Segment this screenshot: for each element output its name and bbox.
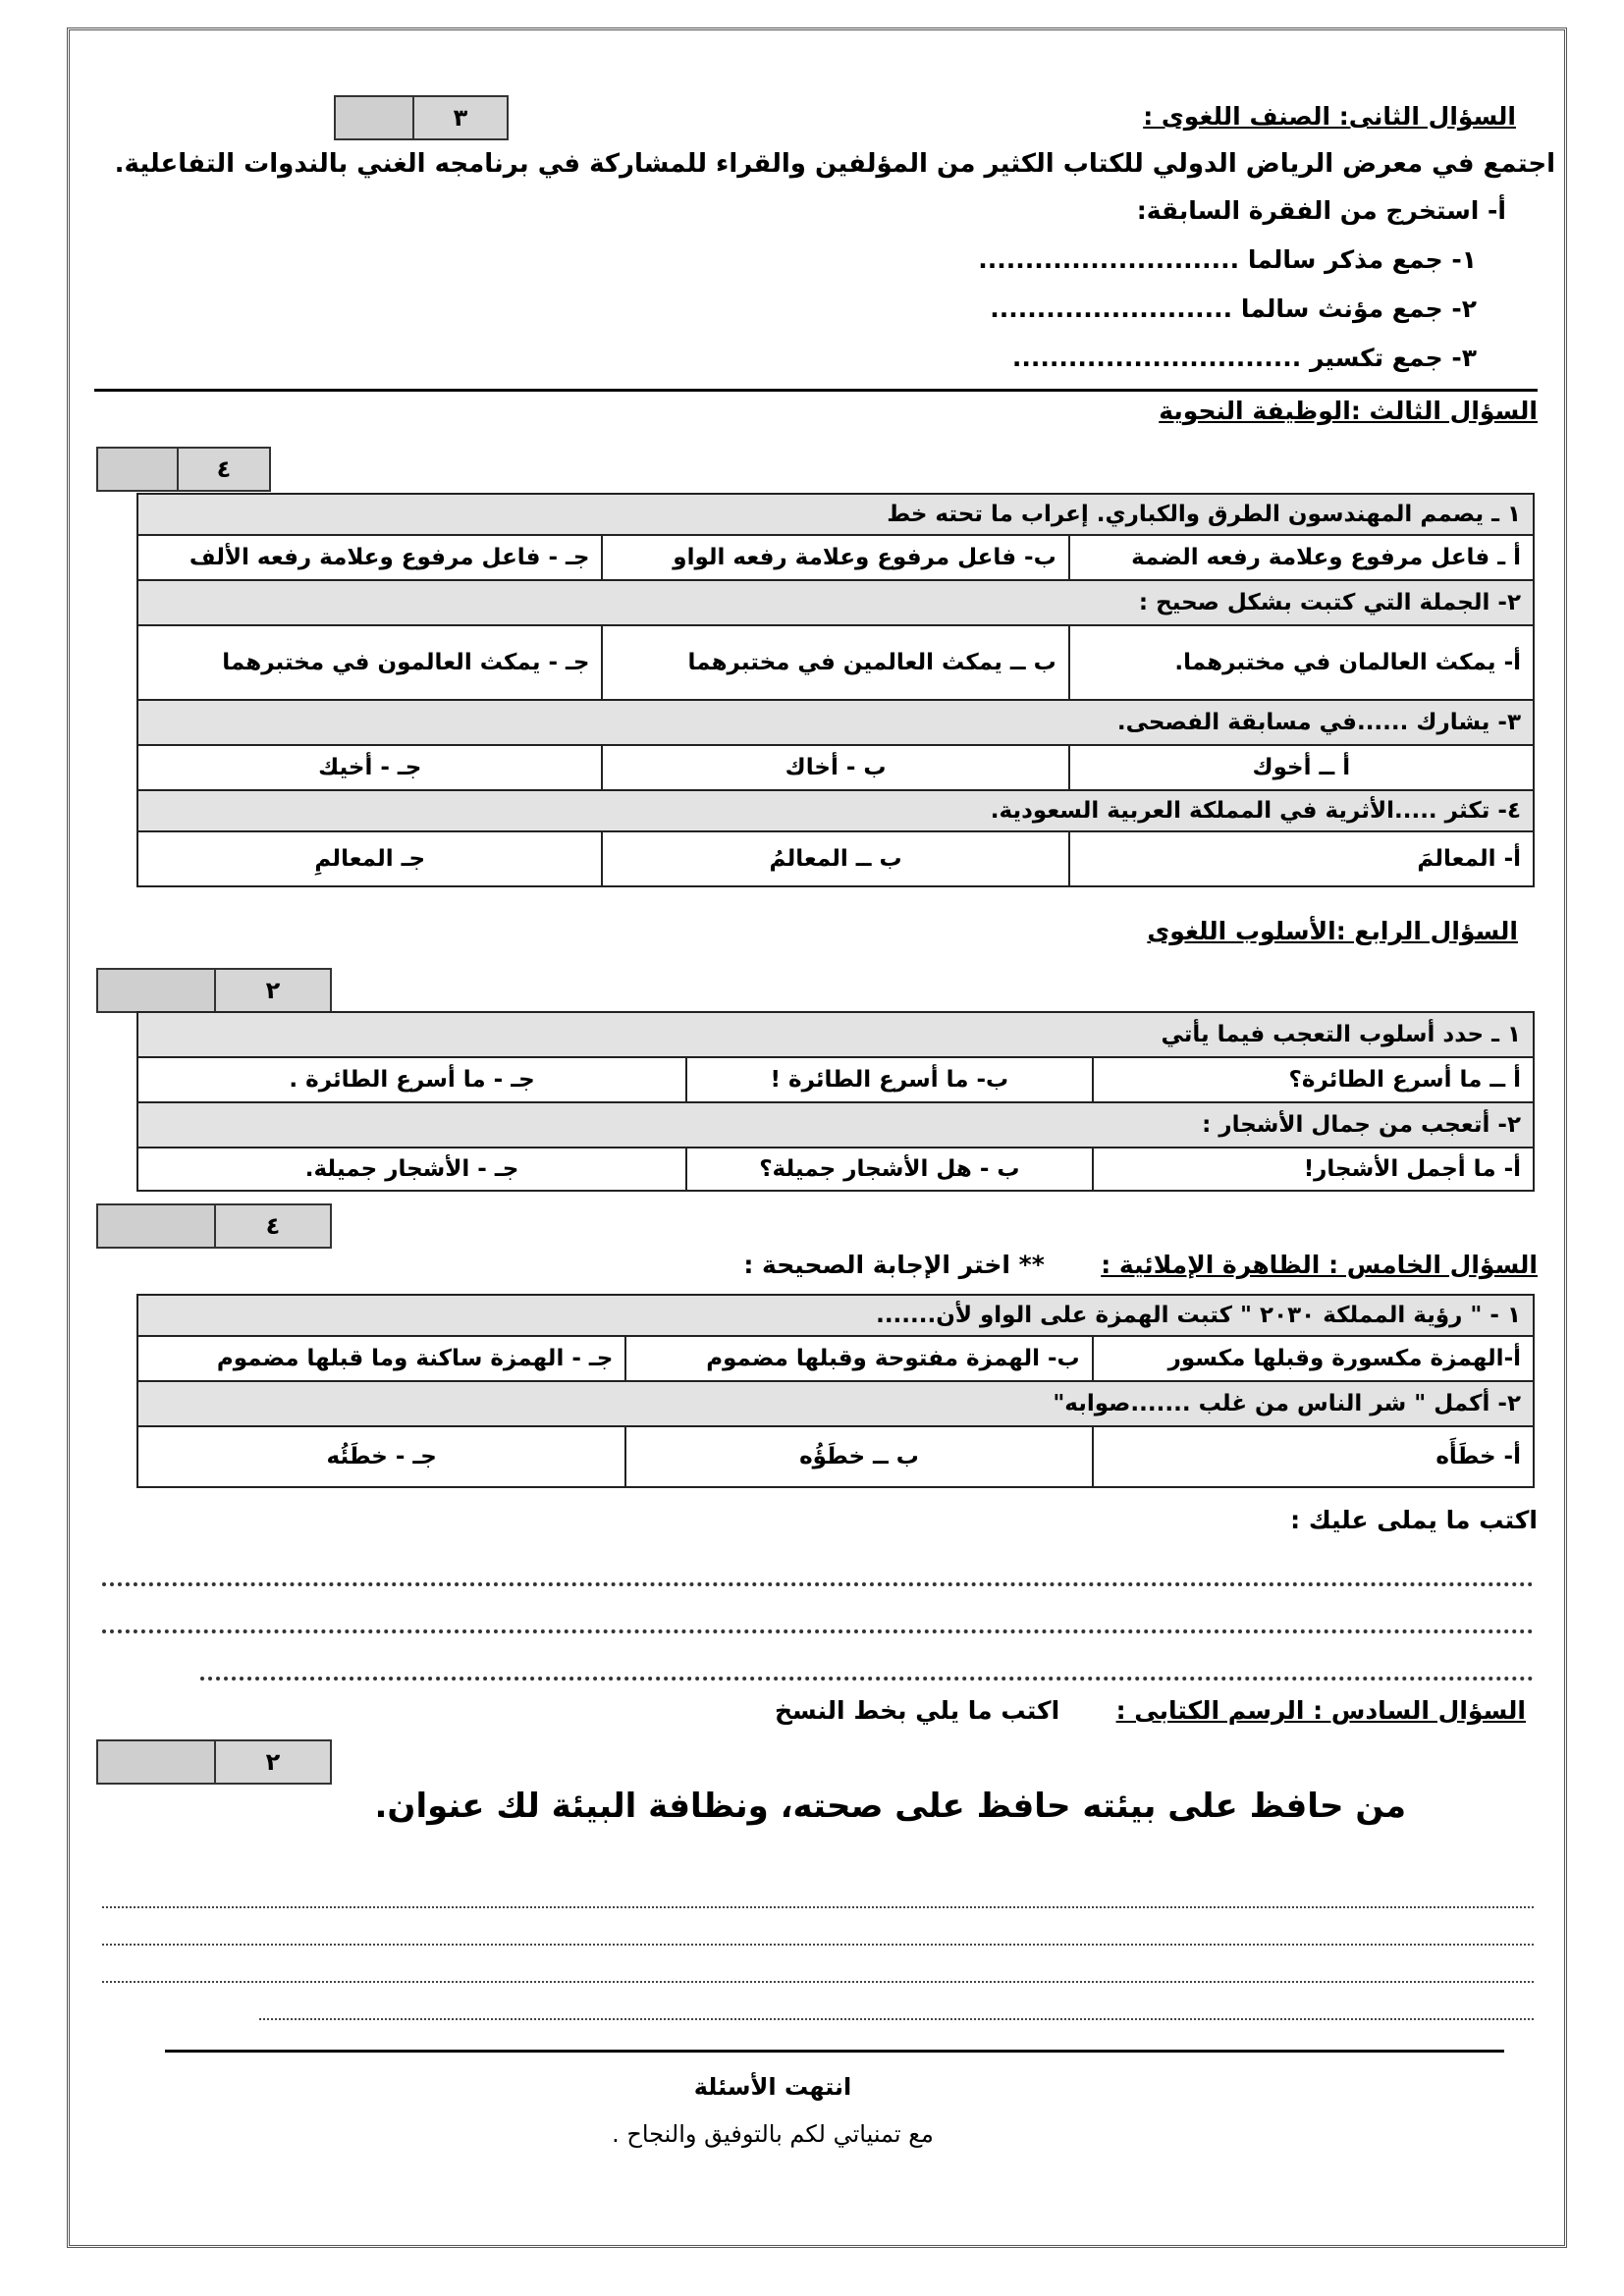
- q5-score-box: [96, 1203, 332, 1249]
- q3-option-1a[interactable]: أ ـ فاعل مرفوع وعلامة رفعه الضمة: [1069, 535, 1534, 580]
- q6-heading: [775, 1696, 1526, 1725]
- q5-instruction: ** اختر الإجابة الصحيحة :: [743, 1251, 1045, 1279]
- q3-option-4b[interactable]: ب ــ المعالمُ: [602, 831, 1068, 886]
- q3-table: [136, 493, 1535, 887]
- q2-item-1: ١- جمع مذكر سالما ............................: [978, 245, 1477, 274]
- writing-line-1[interactable]: [102, 1906, 1534, 1908]
- q3-question-1: ١ ـ يصمم المهندسون الطرق والكباري. إعراب ما تحته خط: [137, 494, 1534, 535]
- score-blank: [98, 1205, 214, 1247]
- q2-score-box: [334, 95, 509, 140]
- score-value: ٤: [214, 1205, 330, 1247]
- q5-option-1c[interactable]: جـ - الهمزة ساكنة وما قبلها مضموم: [137, 1336, 625, 1381]
- q5-option-2b[interactable]: ب ــ خطَؤُه: [625, 1426, 1092, 1487]
- q4-option-2c[interactable]: جـ - الأشجار جميلة.: [137, 1148, 686, 1191]
- q6-title: السؤال السادس : الرسم الكتابى :: [1115, 1696, 1526, 1725]
- dictation-line-1[interactable]: [102, 1582, 1534, 1586]
- q6-score-box: [96, 1739, 332, 1785]
- q3-question-4: ٤- تكثر .....الأثرية في المملكة العربية السعودية.: [137, 790, 1534, 831]
- q5-title: السؤال الخامس : الظاهرة الإملائية :: [1101, 1251, 1538, 1279]
- q3-score-box: [96, 447, 271, 492]
- q6-instruction: اكتب ما يلي بخط النسخ: [775, 1696, 1060, 1725]
- q3-title: السؤال الثالث :الوظيفة النحوية: [1159, 397, 1538, 425]
- q5-option-2c[interactable]: جـ - خطَئُه: [137, 1426, 625, 1487]
- score-blank: [98, 449, 177, 490]
- q3-question-2: ٢- الجملة التي كتبت بشكل صحيح :: [137, 580, 1534, 625]
- score-blank: [336, 97, 412, 138]
- score-blank: [98, 1741, 214, 1783]
- q3-option-2b[interactable]: ب ــ يمكث العالمين في مختبرهما: [602, 625, 1068, 700]
- q2-instruction: أ- استخرج من الفقرة السابقة:: [1136, 196, 1506, 225]
- q3-question-3: ٣- يشارك ......في مسابقة الفصحى.: [137, 700, 1534, 745]
- q3-option-1c[interactable]: جـ - فاعل مرفوع وعلامة رفعه الألف: [137, 535, 602, 580]
- writing-line-3[interactable]: [102, 1981, 1534, 1983]
- q6-sentence: من حافظ على بيئته حافظ على صحته، ونظافة البيئة لك عنوان.: [374, 1787, 1406, 1826]
- q3-option-3c[interactable]: جـ - أخيك: [137, 745, 602, 790]
- q5-question-1: ١ - " رؤية المملكة ٢٠٣٠ " كتبت الهمزة على الواو لأن.......: [137, 1295, 1534, 1336]
- dictation-label: اكتب ما يملى عليك :: [1290, 1506, 1538, 1534]
- footer-end: انتهت الأسئلة: [693, 2073, 852, 2101]
- q5-table: [136, 1294, 1535, 1488]
- writing-line-4[interactable]: [259, 2018, 1534, 2020]
- q4-option-1c[interactable]: جـ - ما أسرع الطائرة .: [137, 1057, 686, 1102]
- q3-option-3a[interactable]: أ ــ أخوك: [1069, 745, 1534, 790]
- q5-option-1a[interactable]: أ-الهمزة مكسورة وقبلها مكسور: [1093, 1336, 1534, 1381]
- score-value: ٣: [412, 97, 507, 138]
- dictation-line-2[interactable]: [102, 1629, 1534, 1633]
- footer-divider: [165, 2050, 1504, 2053]
- q4-option-1b[interactable]: ب- ما أسرع الطائرة !: [686, 1057, 1093, 1102]
- q5-heading: [743, 1251, 1538, 1279]
- dictation-line-3[interactable]: [200, 1677, 1534, 1681]
- q2-title: السؤال الثانى: الصنف اللغوى :: [1143, 102, 1516, 131]
- q5-option-2a[interactable]: أ- خطَأَه: [1093, 1426, 1534, 1487]
- q3-option-2a[interactable]: أ- يمكث العالمان في مختبرهما.: [1069, 625, 1534, 700]
- q2-item-3: ٣- جمع تكسير ...............................: [1011, 344, 1477, 372]
- q4-question-1: ١ ـ حدد أسلوب التعجب فيما يأتي: [137, 1012, 1534, 1057]
- score-value: ٢: [214, 970, 330, 1011]
- q3-option-4a[interactable]: أ- المعالمَ: [1069, 831, 1534, 886]
- q5-option-1b[interactable]: ب- الهمزة مفتوحة وقبلها مضموم: [625, 1336, 1092, 1381]
- q2-paragraph: اجتمع في معرض الرياض الدولي للكتاب الكثير من المؤلفين والقراء للمشاركة في برنامجه الغني بالندوات التفاعلية.: [114, 149, 1555, 179]
- q4-option-2a[interactable]: أ- ما أجمل الأشجار!: [1093, 1148, 1534, 1191]
- q4-option-1a[interactable]: أ ــ ما أسرع الطائرة؟: [1093, 1057, 1534, 1102]
- q4-question-2: ٢- أتعجب من جمال الأشجار :: [137, 1102, 1534, 1148]
- q4-option-2b[interactable]: ب - هل الأشجار جميلة؟: [686, 1148, 1093, 1191]
- divider: [94, 389, 1538, 392]
- q5-question-2: ٢- أكمل " شر الناس من غلب .......صوابه": [137, 1381, 1534, 1426]
- score-value: ٢: [214, 1741, 330, 1783]
- score-blank: [98, 970, 214, 1011]
- q3-option-2c[interactable]: جـ - يمكث العالمون في مختبرهما: [137, 625, 602, 700]
- q4-table: [136, 1011, 1535, 1192]
- q4-title: السؤال الرابع :الأسلوب اللغوى: [1147, 917, 1518, 945]
- q3-option-4c[interactable]: جـ المعالمِ: [137, 831, 602, 886]
- q3-option-3b[interactable]: ب - أخاك: [602, 745, 1068, 790]
- q3-option-1b[interactable]: ب- فاعل مرفوع وعلامة رفعه الواو: [602, 535, 1068, 580]
- q2-item-2: ٢- جمع مؤنث سالما ..........................: [990, 294, 1477, 323]
- q4-score-box: [96, 968, 332, 1013]
- writing-line-2[interactable]: [102, 1944, 1534, 1946]
- score-value: ٤: [177, 449, 269, 490]
- footer-wishes: مع تمنياتي لكم بالتوفيق والنجاح .: [612, 2120, 934, 2148]
